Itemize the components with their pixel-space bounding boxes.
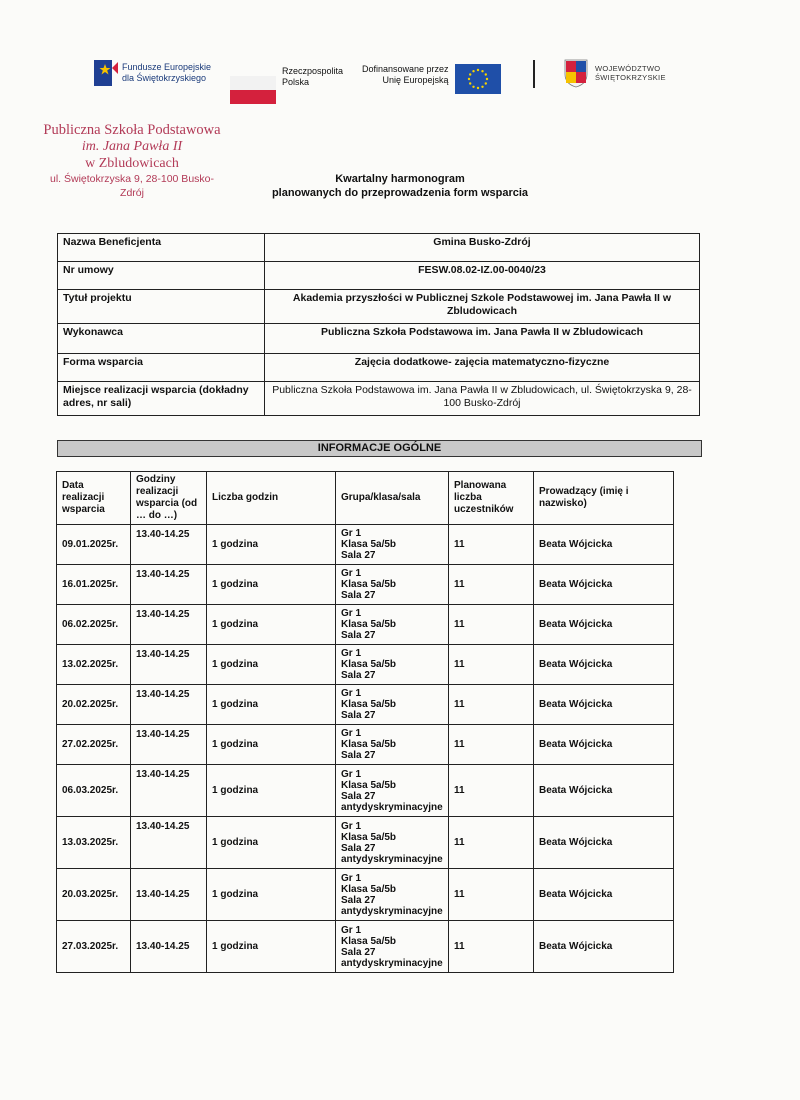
- cell-group: [336, 869, 449, 921]
- cell-participants: 11: [449, 685, 534, 725]
- eu-star-icon: [467, 78, 469, 80]
- group-line: Sala 27: [341, 894, 376, 906]
- cell-hours: 1 godzina: [207, 765, 336, 817]
- group-line: Gr 1: [341, 608, 362, 619]
- cell-time: 13.40-14.25: [131, 605, 207, 645]
- cell-group: [336, 817, 449, 869]
- eu-star-icon: [472, 86, 474, 88]
- cell-lead: Beata Wójcicka: [534, 645, 674, 685]
- group-line: Klasa 5a/5b: [341, 619, 397, 630]
- group-line: Sala 27: [341, 790, 376, 802]
- group-line: Gr 1: [341, 924, 362, 936]
- logo-rzeczpospolita: [230, 64, 343, 104]
- schedule-row: [57, 725, 674, 765]
- cell-time: 13.40-14.25: [131, 525, 207, 565]
- cell-participants: 11: [449, 725, 534, 765]
- cell-time: 13.40-14.25: [131, 869, 207, 921]
- meta-value: Gmina Busko-Zdrój: [265, 234, 700, 262]
- logo-bar: [92, 52, 692, 98]
- meta-label: Nazwa Beneficjenta: [58, 234, 265, 262]
- group-line: Klasa 5a/5b: [341, 699, 397, 710]
- rp-line-2: Polska: [282, 77, 310, 87]
- cell-date: 09.01.2025r.: [57, 525, 131, 565]
- stamp-line-3: w Zbludowicach: [85, 156, 179, 171]
- schedule-body: [57, 525, 674, 973]
- logo-fundusze-europejskie: [92, 56, 211, 90]
- cell-participants: 11: [449, 525, 534, 565]
- stamp-line-2: im. Jana Pawła II: [81, 139, 183, 154]
- cell-date: 16.01.2025r.: [57, 565, 131, 605]
- schedule-row: [57, 605, 674, 645]
- group-line: Klasa 5a/5b: [341, 779, 397, 791]
- cell-participants: 11: [449, 869, 534, 921]
- cell-lead: Beata Wójcicka: [534, 869, 674, 921]
- meta-value: Akademia przyszłości w Publicznej Szkole Podstawowej im. Jana Pawła II w Zbludowicach: [265, 290, 700, 324]
- col-header-group: Grupa/klasa/sala: [336, 472, 449, 525]
- cell-hours: 1 godzina: [207, 817, 336, 869]
- meta-row: [58, 290, 700, 324]
- group-line: Gr 1: [341, 872, 362, 884]
- schedule-table: [56, 471, 674, 973]
- logo-wojewodztwo: [563, 58, 666, 88]
- cell-group: [336, 525, 449, 565]
- eu-star-icon: [469, 73, 471, 75]
- eu-star-icon: [485, 78, 487, 80]
- col-header-hours-range: Godziny realizacji wsparcia (od … do …): [131, 472, 207, 525]
- cell-lead: Beata Wójcicka: [534, 725, 674, 765]
- group-line: Klasa 5a/5b: [341, 739, 397, 750]
- cell-lead: Beata Wójcicka: [534, 817, 674, 869]
- cell-participants: 11: [449, 565, 534, 605]
- meta-label: Nr umowy: [58, 262, 265, 290]
- cell-date: 27.03.2025r.: [57, 921, 131, 973]
- cell-group: [336, 565, 449, 605]
- cell-date: 27.02.2025r.: [57, 725, 131, 765]
- schedule-row: [57, 685, 674, 725]
- cell-date: 13.03.2025r.: [57, 817, 131, 869]
- group-line: Gr 1: [341, 728, 362, 739]
- cell-participants: 11: [449, 921, 534, 973]
- cell-lead: Beata Wójcicka: [534, 525, 674, 565]
- meta-value: Publiczna Szkoła Podstawowa im. Jana Pawła II w Zbludowicach: [265, 324, 700, 354]
- meta-row: [58, 354, 700, 382]
- cell-hours: 1 godzina: [207, 565, 336, 605]
- cell-group: [336, 605, 449, 645]
- logo-separator: [533, 60, 535, 88]
- cell-time: 13.40-14.25: [131, 765, 207, 817]
- group-line: Sala 27: [341, 550, 376, 561]
- cell-date: 20.03.2025r.: [57, 869, 131, 921]
- meta-label: Tytuł projektu: [58, 290, 265, 324]
- cell-time: 13.40-14.25: [131, 817, 207, 869]
- cell-group: [336, 685, 449, 725]
- fe-line-1: Fundusze Europejskie: [122, 62, 212, 72]
- group-line: Sala 27: [341, 590, 376, 601]
- cell-hours: 1 godzina: [207, 921, 336, 973]
- cell-group: [336, 921, 449, 973]
- group-line: Sala 27: [341, 710, 376, 721]
- schedule-row: [57, 565, 674, 605]
- group-line: Sala 27: [341, 842, 376, 854]
- cell-participants: 11: [449, 645, 534, 685]
- eu-star-icon: [481, 86, 483, 88]
- rp-line-1: Rzeczpospolita: [282, 66, 344, 76]
- group-line: Klasa 5a/5b: [341, 883, 397, 895]
- group-line: antydyskryminacyjne: [341, 853, 443, 865]
- ue-line-1: Dofinansowane przez: [362, 64, 449, 74]
- schedule-row: [57, 765, 674, 817]
- cell-participants: 11: [449, 817, 534, 869]
- group-line: Gr 1: [341, 528, 362, 539]
- group-line: Sala 27: [341, 946, 376, 958]
- meta-value: Publiczna Szkoła Podstawowa im. Jana Pawła II w Zbludowicach, ul. Świętokrzyska 9, 28-100 Busko-Zdrój: [265, 382, 700, 416]
- cell-participants: 11: [449, 765, 534, 817]
- eu-star-icon: [476, 69, 478, 71]
- cell-date: 20.02.2025r.: [57, 685, 131, 725]
- crest-icon: [563, 58, 589, 88]
- cell-hours: 1 godzina: [207, 869, 336, 921]
- group-line: antydyskryminacyjne: [341, 801, 443, 813]
- col-header-hour-count: Liczba godzin: [207, 472, 336, 525]
- ue-line-2: Unię Europejską: [382, 75, 449, 85]
- group-line: Sala 27: [341, 750, 376, 761]
- meta-row: [58, 324, 700, 354]
- group-line: Gr 1: [341, 688, 362, 699]
- group-line: Klasa 5a/5b: [341, 539, 397, 550]
- meta-label: Forma wsparcia: [58, 354, 265, 382]
- group-line: Gr 1: [341, 568, 362, 579]
- cell-time: 13.40-14.25: [131, 565, 207, 605]
- group-line: Gr 1: [341, 648, 362, 659]
- cell-date: 13.02.2025r.: [57, 645, 131, 685]
- eu-star-icon: [484, 82, 486, 84]
- cell-group: [336, 765, 449, 817]
- cell-hours: 1 godzina: [207, 725, 336, 765]
- group-line: Gr 1: [341, 820, 362, 832]
- cell-hours: 1 godzina: [207, 525, 336, 565]
- col-header-lead: Prowadzący (imię i nazwisko): [534, 472, 674, 525]
- cell-group: [336, 645, 449, 685]
- cell-date: 06.03.2025r.: [57, 765, 131, 817]
- eu-star-icon: [476, 87, 478, 89]
- schedule-row: [57, 817, 674, 869]
- meta-value: FESW.08.02-IZ.00-0040/23: [265, 262, 700, 290]
- cell-participants: 11: [449, 605, 534, 645]
- fe-line-2: dla Świętokrzyskiego: [122, 73, 207, 83]
- cell-lead: Beata Wójcicka: [534, 765, 674, 817]
- group-line: Gr 1: [341, 768, 362, 780]
- cell-time: 13.40-14.25: [131, 725, 207, 765]
- schedule-row: [57, 525, 674, 565]
- schedule-header-row: [57, 472, 674, 525]
- stamp-line-1: Publiczna Szkoła Podstawowa: [43, 122, 221, 138]
- cell-lead: Beata Wójcicka: [534, 605, 674, 645]
- group-line: Klasa 5a/5b: [341, 935, 397, 947]
- eu-flag-icon: [455, 64, 501, 94]
- group-line: Klasa 5a/5b: [341, 579, 397, 590]
- cell-time: 13.40-14.25: [131, 685, 207, 725]
- meta-row: [58, 262, 700, 290]
- col-header-participants: Planowana liczba uczestników: [449, 472, 534, 525]
- schedule-row: [57, 645, 674, 685]
- group-line: Sala 27: [341, 630, 376, 641]
- title-line-2: planowanych do przeprowadzenia form wsparcia: [271, 187, 529, 199]
- cell-hours: 1 godzina: [207, 685, 336, 725]
- polish-flag-icon: [230, 76, 276, 104]
- group-line: Klasa 5a/5b: [341, 659, 397, 670]
- section-header: INFORMACJE OGÓLNE: [57, 440, 702, 457]
- eu-star-icon: [481, 70, 483, 72]
- cell-group: [336, 725, 449, 765]
- group-line: Klasa 5a/5b: [341, 831, 397, 843]
- meta-row: [58, 234, 700, 262]
- cell-date: 06.02.2025r.: [57, 605, 131, 645]
- project-info-table: [57, 233, 700, 416]
- stamp-line-4: ul. Świętokrzyska 9, 28-100 Busko-Zdrój: [50, 173, 214, 199]
- school-stamp: [42, 122, 222, 200]
- schedule-row: [57, 869, 674, 921]
- meta-value: Zajęcia dodatkowe- zajęcia matematyczno-fizyczne: [265, 354, 700, 382]
- group-line: antydyskryminacyjne: [341, 905, 443, 917]
- col-header-date: Data realizacji wsparcia: [57, 472, 131, 525]
- eu-star-icon: [469, 82, 471, 84]
- meta-label: Wykonawca: [58, 324, 265, 354]
- group-line: antydyskryminacyjne: [341, 957, 443, 969]
- sw-line-2: ŚWIĘTOKRZYSKIE: [595, 73, 666, 82]
- document-title: [200, 172, 600, 200]
- title-line-1: Kwartalny harmonogram: [335, 173, 465, 185]
- eu-star-icon: [472, 70, 474, 72]
- fe-star-icon: [92, 56, 118, 90]
- eu-star-icon: [484, 73, 486, 75]
- cell-lead: Beata Wójcicka: [534, 921, 674, 973]
- logo-unia-europejska: [362, 64, 501, 94]
- sw-line-1: WOJEWÓDZTWO: [595, 64, 661, 73]
- group-line: Sala 27: [341, 670, 376, 681]
- cell-time: 13.40-14.25: [131, 921, 207, 973]
- cell-hours: 1 godzina: [207, 605, 336, 645]
- cell-lead: Beata Wójcicka: [534, 685, 674, 725]
- cell-lead: Beata Wójcicka: [534, 565, 674, 605]
- cell-time: 13.40-14.25: [131, 645, 207, 685]
- schedule-row: [57, 921, 674, 973]
- meta-row: [58, 382, 700, 416]
- cell-hours: 1 godzina: [207, 645, 336, 685]
- meta-label: Miejsce realizacji wsparcia (dokładny adres, nr sali): [58, 382, 265, 416]
